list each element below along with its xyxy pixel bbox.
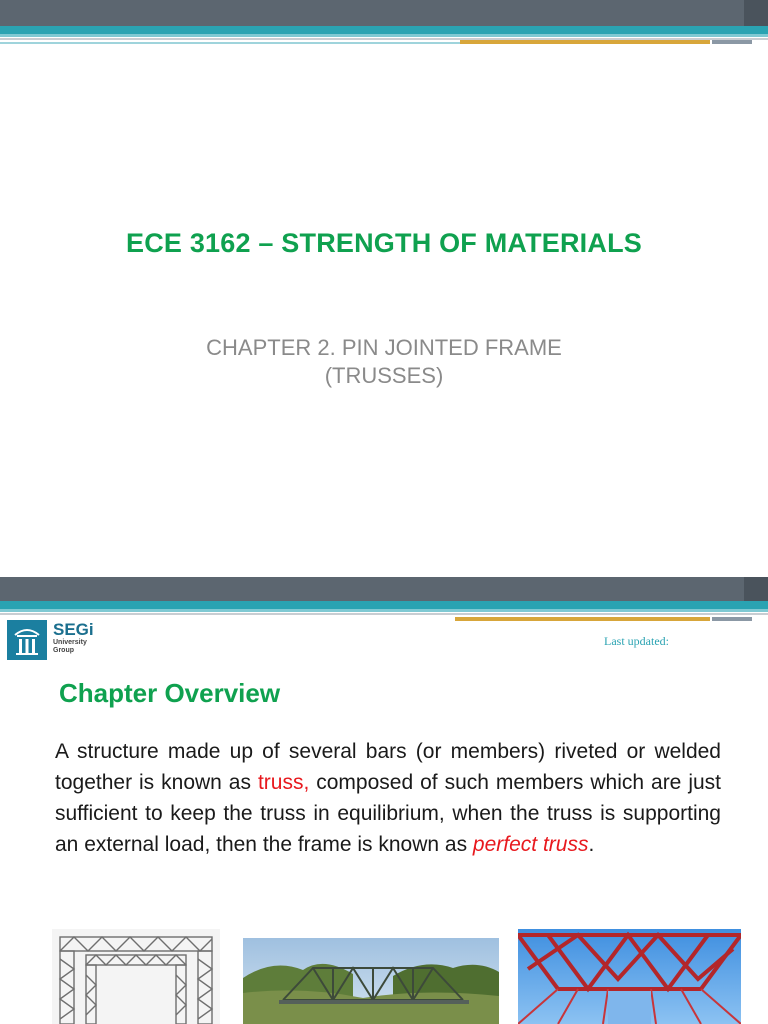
aluminium-truss-frame-image — [52, 929, 220, 1024]
header-grey-accent — [712, 617, 752, 621]
term-perfect-truss: perfect truss — [472, 833, 589, 856]
header-light-stripe — [0, 42, 460, 44]
header-teal-band — [0, 26, 768, 34]
overview-slide — [0, 577, 768, 1024]
header-teal-stripe — [0, 34, 768, 37]
header-bar — [0, 577, 768, 601]
paragraph-text: composed of such members which are just sufficient to keep the truss in equilibrium, when the truss is supporting an external load, then the frame is known as — [55, 771, 722, 856]
steel-truss-bridge-image — [243, 938, 499, 1024]
header-bar-corner — [744, 0, 768, 26]
paragraph-text: A structure made up of several bars (or members) riveted or welded together is known as — [55, 740, 721, 794]
header-teal-stripe — [0, 609, 768, 612]
logo-sub-line1: University — [53, 639, 87, 646]
segi-logo-text — [53, 621, 94, 655]
term-truss: truss, — [257, 771, 310, 794]
section-title: Chapter Overview — [59, 678, 281, 708]
header-gold-accent — [460, 40, 710, 44]
header-bar-corner — [744, 577, 768, 601]
header-gold-accent — [455, 617, 710, 621]
logo-sub-line2: Group — [53, 647, 74, 654]
header-grey-line — [0, 613, 768, 615]
paragraph-text: . — [588, 833, 595, 856]
last-updated-label: Last updated: — [604, 634, 669, 648]
chapter-subtitle — [100, 334, 668, 390]
header-grey-accent — [712, 40, 752, 44]
overview-paragraph — [55, 736, 721, 860]
chapter-subtitle-line2: (TRUSSES) — [324, 363, 444, 388]
red-truss-bridge-image — [518, 929, 741, 1024]
course-title: ECE 3162 – STRENGTH OF MATERIALS — [126, 228, 642, 258]
chapter-subtitle-line1: CHAPTER 2. PIN JOINTED FRAME — [206, 335, 562, 360]
header-teal-band — [0, 601, 768, 609]
header-bar — [0, 0, 768, 26]
segi-building-icon — [7, 620, 47, 660]
logo-name: SEGi — [53, 620, 94, 639]
